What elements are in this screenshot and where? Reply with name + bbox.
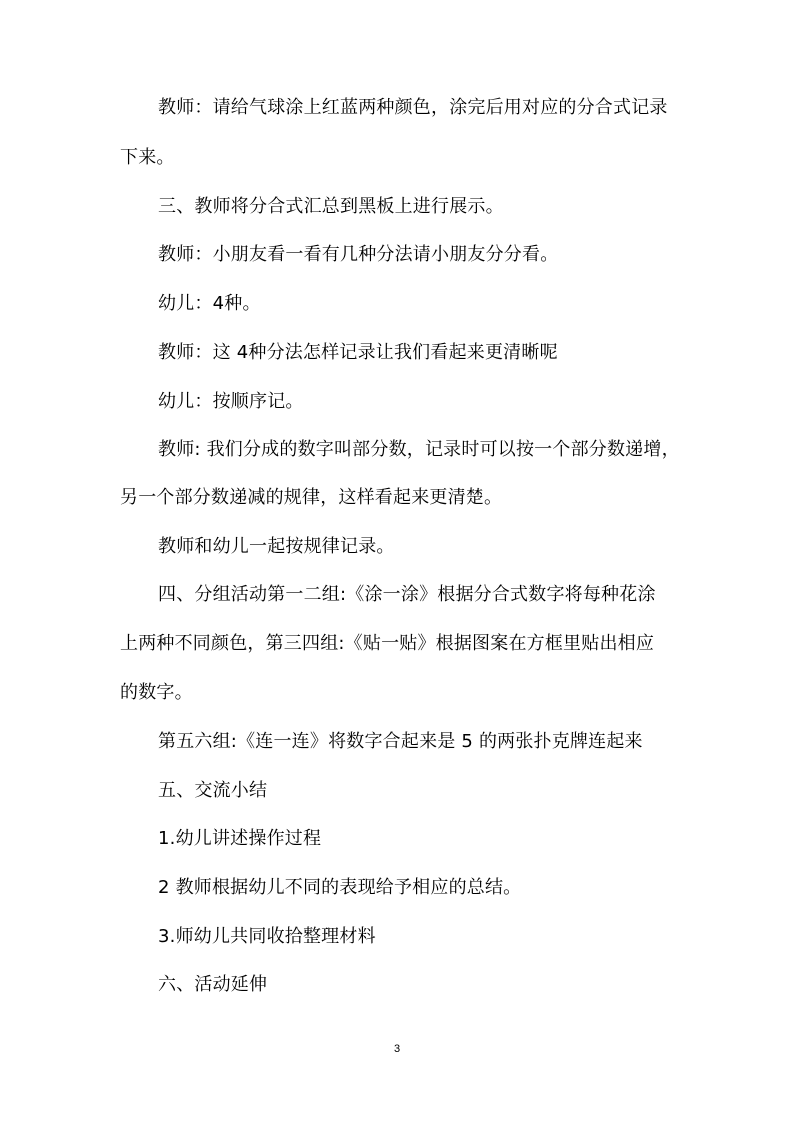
list-item-1: 1.幼儿讲述操作过程 — [158, 828, 322, 849]
paragraph-line-14: 第五六组:《连一连》将数字合起来是 5 的两张扑克牌连起来 — [158, 731, 643, 752]
paragraph-line-2: 下来。 — [120, 147, 175, 168]
paragraph-line-5: 幼儿：4种。 — [158, 293, 261, 314]
paragraph-line-4: 教师：小朋友看一看有几种分法请小朋友分分看。 — [158, 244, 559, 265]
section-heading-5: 五、交流小结 — [158, 780, 268, 801]
paragraph-line-7: 幼儿：按顺序记。 — [158, 391, 304, 412]
paragraph-line-8: 教师: 我们分成的数字叫部分数，记录时可以按一个部分数递增， — [158, 439, 680, 460]
paragraph-line-12: 上两种不同颜色，第三四组:《贴一贴》根据图案在方框里贴出相应 — [120, 633, 655, 654]
page-number: 3 — [393, 1043, 401, 1055]
paragraph-line-10: 教师和幼儿一起按规律记录。 — [158, 536, 395, 557]
list-item-3: 3.师幼儿共同收拾整理材料 — [158, 926, 376, 947]
section-heading-3: 三、教师将分合式汇总到黑板上进行展示。 — [158, 196, 504, 217]
paragraph-line-13: 的数字。 — [120, 682, 193, 703]
section-heading-4: 四、分组活动第一二组:《涂一涂》根据分合式数字将每种花涂 — [158, 584, 656, 605]
list-item-2: 2 教师根据幼儿不同的表现给予相应的总结。 — [158, 877, 522, 898]
paragraph-line-6: 教师：这 4种分法怎样记录让我们看起来更清晰呢 — [158, 342, 558, 363]
section-heading-6: 六、活动延伸 — [158, 974, 268, 995]
paragraph-line-1: 教师：请给气球涂上红蓝两种颜色，涂完后用对应的分合式记录 — [158, 97, 668, 118]
paragraph-line-9: 另一个部分数递减的规律，这样看起来更清楚。 — [120, 487, 503, 508]
